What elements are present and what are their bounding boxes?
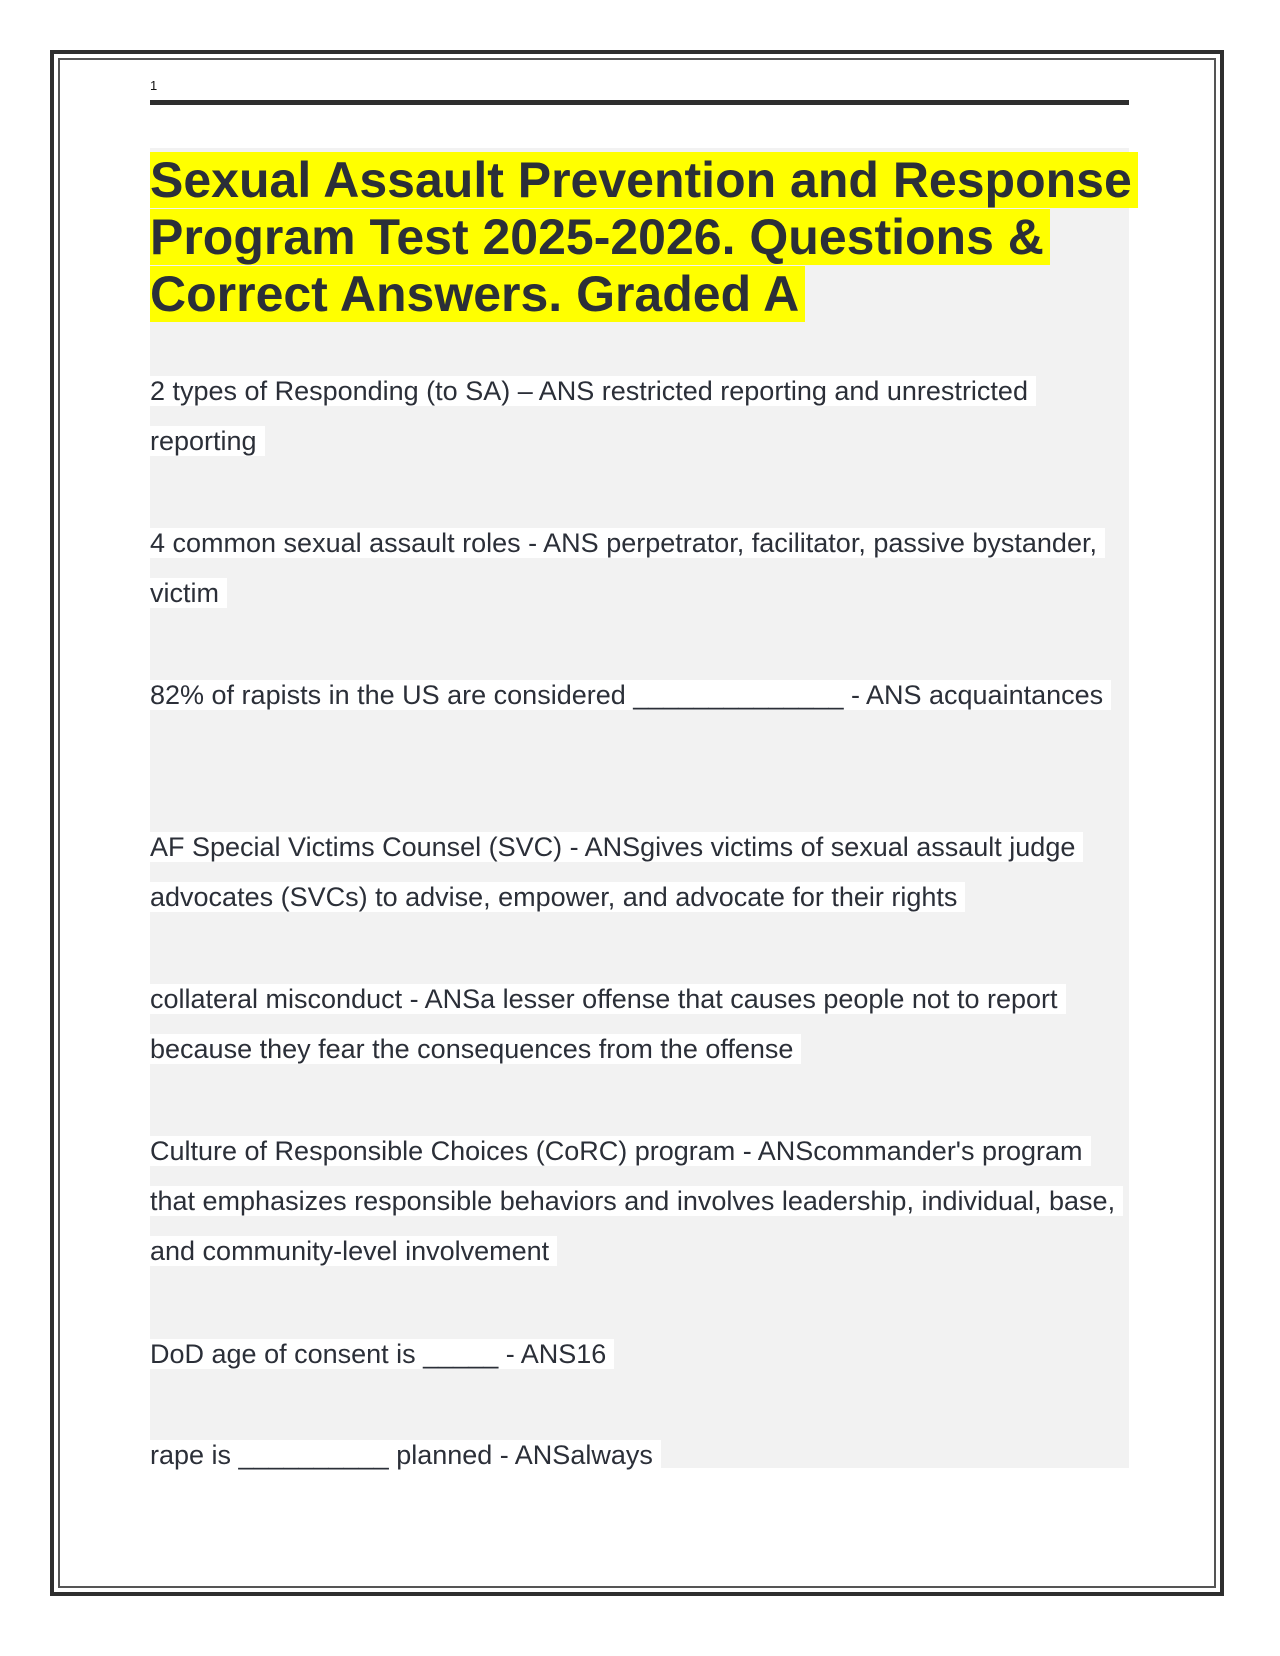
document-title (150, 152, 1140, 323)
qa-item-text: 82% of rapists in the US are considered ______________ - ANS acquaintances (150, 680, 1111, 710)
qa-item-text: AF Special Victims Counsel (SVC) - ANSgives victims of sexual assault judge advocates (SVCs) to advise, empower, and advocate for their rights (150, 832, 1083, 912)
header-rule (150, 100, 1129, 105)
document-title-text: Sexual Assault Prevention and Response Program Test 2025-2026. Questions & Correct Answers. Graded A (150, 152, 1138, 322)
qa-item-1 (150, 366, 1129, 466)
qa-item-text: 2 types of Responding (to SA) – ANS restricted reporting and unrestricted reporting (150, 376, 1036, 456)
qa-item-3 (150, 670, 1129, 720)
qa-item-8 (150, 1430, 1129, 1480)
qa-item-6 (150, 1126, 1129, 1276)
qa-item-2 (150, 518, 1129, 618)
qa-item-7 (150, 1329, 1129, 1379)
qa-item-text: collateral misconduct - ANSa lesser offense that causes people not to report because they fear the consequences from the offense (150, 984, 1066, 1064)
qa-item-4 (150, 822, 1129, 922)
qa-item-text: DoD age of consent is _____ - ANS16 (150, 1339, 614, 1369)
page-number: 1 (150, 78, 158, 93)
qa-item-text: rape is __________ planned - ANSalways (150, 1440, 661, 1470)
qa-item-text: 4 common sexual assault roles - ANS perpetrator, facilitator, passive bystander, victim (150, 528, 1105, 608)
qa-item-5 (150, 974, 1129, 1074)
qa-item-text: Culture of Responsible Choices (CoRC) program - ANScommander's program that emphasizes responsible behaviors and involves leadership, individual, base, and community-level involvement (150, 1136, 1123, 1266)
